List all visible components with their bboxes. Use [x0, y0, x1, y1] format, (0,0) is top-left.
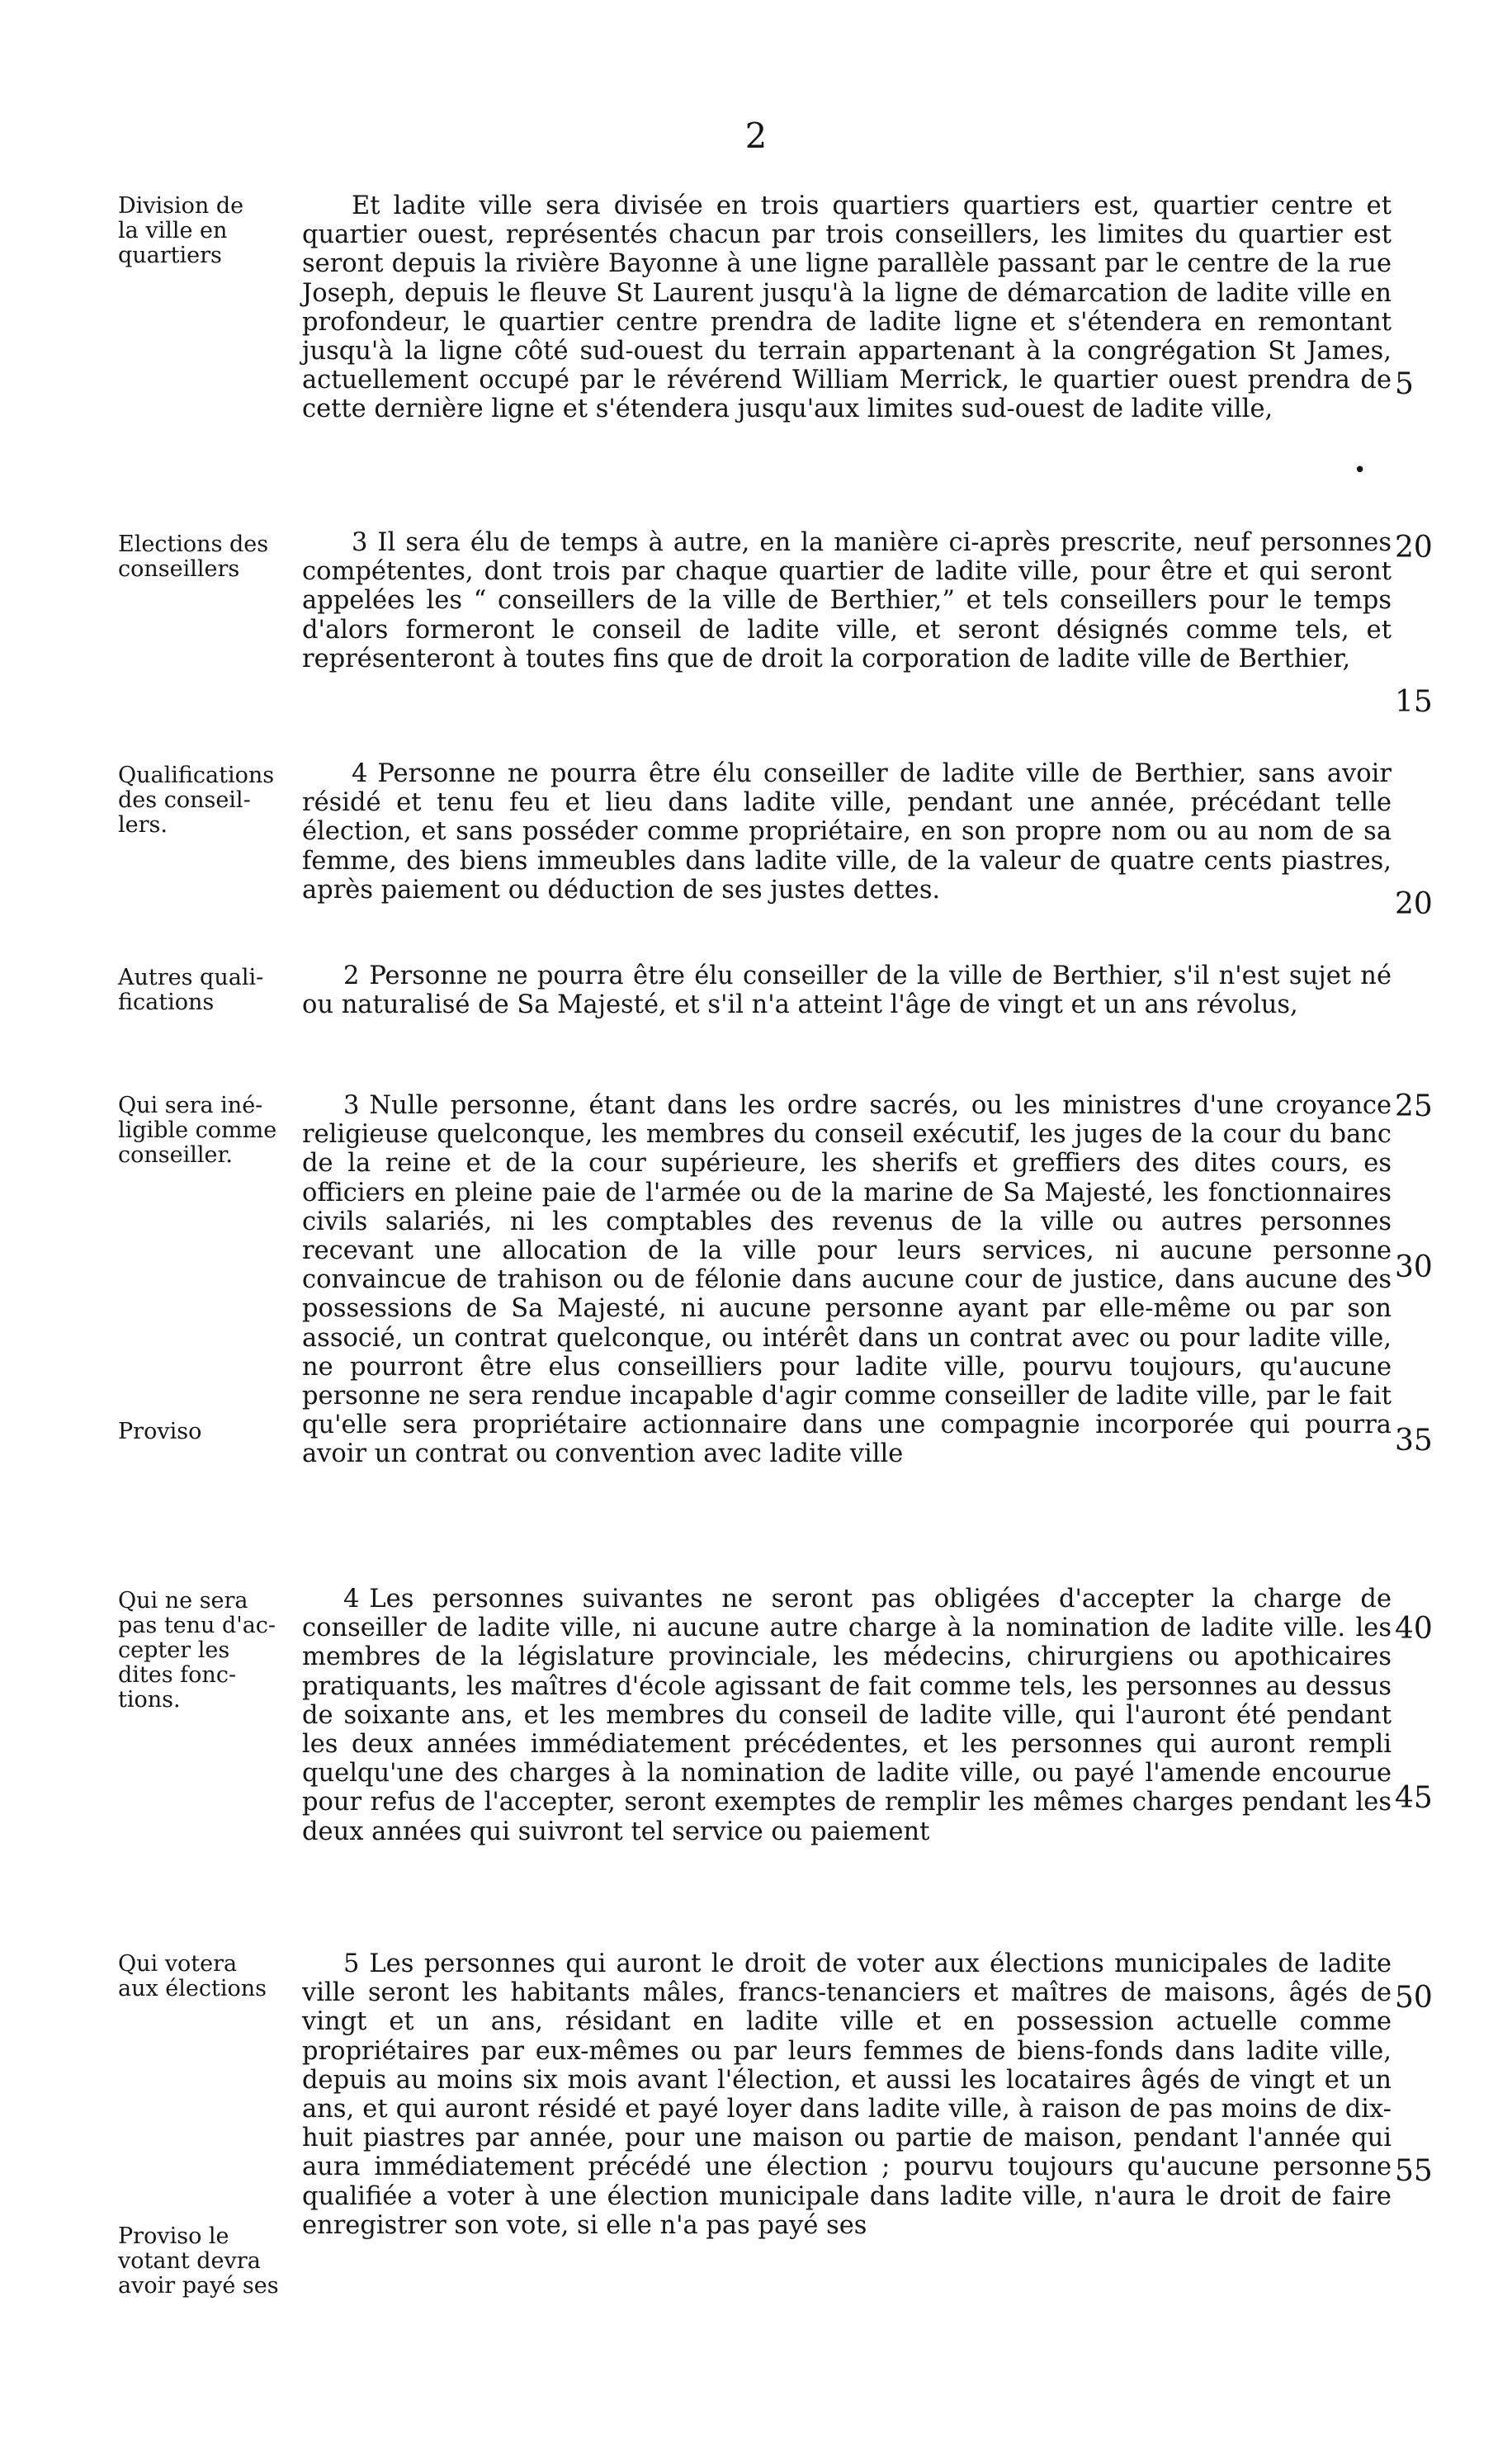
section-number: 2: [343, 962, 360, 990]
section-body: Les personnes suivantes ne seront pas obligées d'accepter la charge de conseiller de ladite ville, ni aucune autre charge à la nomination de ladite ville. les membres de la législature provinciale, les médecins, chirurgiens ou apothicaires pratiquants, les maîtres d'école agissant de fait comme tels, les personnes au dessus de soixante ans, et les membres du conseil de ladite ville, qui l'auront été pendant les deux années immédiatement précédentes, et les personnes qui auront rempli quelqu'une des charges à la nomination de ladite ville, ou payé l'amende encourue pour refus de l'accepter, seront exemptes de remplir les mêmes charges pendant les deux années qui suivront tel service ou paiement: [302, 1585, 1392, 1846]
margin-note: Autres quali- fications: [118, 965, 264, 1015]
margin-note: Elections des conseillers: [118, 532, 269, 582]
proviso-note: Proviso le votant devra avoir payé ses: [118, 2223, 279, 2299]
section-number: 3: [352, 528, 368, 557]
margin-note: Qualifications des conseil- lers.: [118, 763, 275, 838]
line-number: 15: [1395, 685, 1433, 719]
line-number: 30: [1395, 1250, 1433, 1284]
section-text: [302, 528, 1392, 673]
section-body: Nulle personne, étant dans les ordre sacrés, ou les ministres d'une croyance religieuse quelconque, les membres du conseil exécutif, les juges de la cour du banc de la reine et de la cour supérieure, les sherifs et greffiers des dites cours, es officiers en pleine paie de l'armée ou de la marine de Sa Majesté, les fonctionnaires civils salariés, ni les comptables des revenus de la ville ou autres personnes recevant une allocation de la ville pour leurs services, ni aucune personne convaincue de trahison ou de félonie dans aucune cour de justice, dans aucune des possessions de Sa Majesté, ni aucune personne ayant par elle-même ou par son associé, un contrat quelconque, ou intérêt dans un contrat avec ou pour ladite ville, ne pourront être elus conseilliers pour ladite ville, pourvu toujours, qu'aucune personne ne sera rendue incapable d'agir comme conseiller de ladite ville, par le fait qu'elle sera propriétaire actionnaire dans une compagnie incorporée qui pourra avoir un contrat ou convention avec ladite ville: [302, 1091, 1392, 1469]
margin-note: Qui ne sera pas tenu d'ac- cepter les dites fonc- tions.: [118, 1588, 276, 1713]
section-body: Les personnes qui auront le droit de voter aux élections municipales de ladite ville seront les habitants mâles, francs-tenanciers et maîtres de maisons, âgés de vingt et un ans, résidant en ladite ville et en possession actuelle comme propriétaires par eux-mêmes ou par leurs femmes de biens-fonds dans ladite ville, depuis au moins six mois avant l'élection, et aussi les locataires âgés de vingt et un ans, et qui auront résidé et payé loyer dans ladite ville, à raison de pas moins de dix-huit piastres par année, pour une maison ou partie de maison, pendant l'année qui aura immédiatement précédé une élection ; pourvu toujours qu'aucune personne qualifiée a voter à une élection municipale dans ladite ville, n'aura le droit de faire enregistrer son vote, si elle n'a pas payé ses: [302, 1949, 1392, 2240]
line-number: 45: [1395, 1781, 1433, 1815]
margin-note: Division de la ville en quartiers: [118, 193, 244, 268]
line-number: 20: [1395, 531, 1433, 565]
section-text: [302, 1091, 1392, 1469]
line-number: 25: [1395, 1089, 1433, 1123]
line-number: 5: [1395, 367, 1414, 401]
section-text: [302, 1949, 1392, 2240]
section-text: [302, 962, 1392, 1019]
section-body: Il sera élu de temps à autre, en la manière ci-après prescrite, neuf personnes compétentes, dont trois par chaque quartier de ladite ville, pour être et qui seront appelées les “ conseillers de la ville de Berthier,” et tels conseillers pour le temps d'alors formeront le conseil de ladite ville, et seront désignés comme tels, et représenteront à toutes fins que de droit la corporation de ladite ville de Berthier,: [302, 528, 1392, 673]
section-number: 4: [343, 1585, 360, 1614]
section-body: Personne ne pourra être élu conseiller de ladite ville de Berthier, sans avoir résidé et tenu feu et lieu dans ladite ville, pendant une année, précédant telle élection, et sans posséder comme propriétaire, en son propre nom ou au nom de sa femme, des biens immeubles dans ladite ville, de la valeur de quatre cents piastres, après paiement ou déduction de ses justes dettes.: [302, 759, 1392, 905]
section-text: Et ladite ville sera divisée en trois quartiers quartiers est, quartier centre et quartier ouest, représentés chacun par trois conseillers, les limites du quartier est seront depuis la rivière Bayonne à une ligne parallèle passant par le centre de la rue Joseph, depuis le fleuve St Laurent jusqu'à la ligne de démarcation de ladite ville en profondeur, le quartier centre prendra de ladite ligne et s'étendera en remontant jusqu'à la ligne côté sud-ouest du terrain appartenant à la congrégation St James, actuellement occupé par le révérend William Merrick, le quartier ouest prendra de cette dernière ligne et s'étendera jusqu'aux limites sud-ouest de ladite ville,: [302, 191, 1392, 424]
line-number: 55: [1395, 2154, 1433, 2188]
margin-note: Qui votera aux élections: [118, 1951, 267, 2001]
stray-mark: •: [1354, 458, 1367, 483]
section-number: 4: [352, 759, 368, 788]
section-text: [302, 759, 1392, 905]
proviso-note: Proviso: [118, 1419, 202, 1444]
page-number: 2: [744, 116, 768, 156]
margin-note: Qui sera iné- ligible comme conseiller.: [118, 1093, 277, 1168]
line-number: 50: [1395, 1981, 1433, 2015]
section-body: Personne ne pourra être élu conseiller de la ville de Berthier, s'il n'est sujet né ou naturalisé de Sa Majesté, et s'il n'a atteint l'âge de vingt et un ans révolus,: [302, 962, 1392, 1020]
section-number: 5: [343, 1949, 360, 1978]
line-number: 35: [1395, 1424, 1433, 1458]
section-number: 3: [343, 1091, 360, 1120]
section-text: [302, 1585, 1392, 1846]
line-number: 40: [1395, 1612, 1433, 1646]
line-number: 20: [1395, 887, 1433, 921]
